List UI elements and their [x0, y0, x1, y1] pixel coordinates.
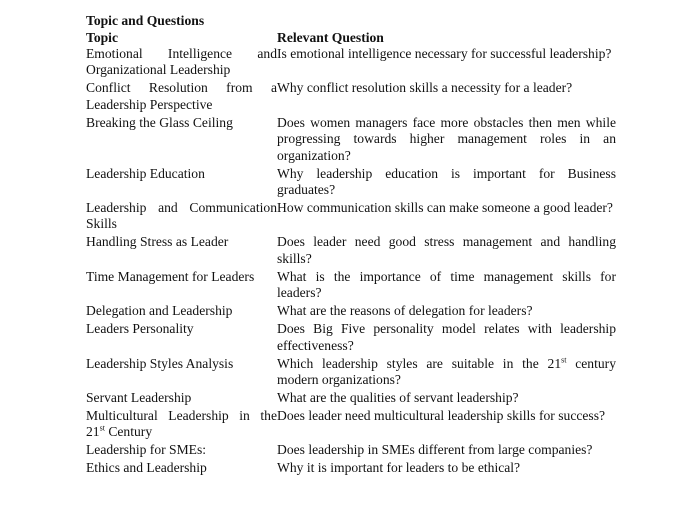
- question-cell: [277, 356, 616, 389]
- table-row: [86, 442, 616, 458]
- question-column-header: Relevant Question: [277, 30, 384, 45]
- topic-cell: Ethics and Leadership: [86, 460, 207, 476]
- topic-cell: Delegation and Leadership: [86, 303, 233, 319]
- question-cell: What are the reasons of delegation for leaders?: [277, 303, 533, 319]
- topic-cell: Time Management for Leaders: [86, 268, 255, 284]
- table-row: [86, 166, 616, 199]
- table-row: [86, 303, 616, 319]
- ordinal-superscript: st: [561, 355, 567, 365]
- topic-text: Multicultural Leadership in the 21: [86, 408, 277, 440]
- table-row: [86, 460, 616, 476]
- question-cell: Why leadership education is important for Business graduates?: [277, 165, 616, 198]
- topic-cell: Leadership Styles Analysis: [86, 355, 234, 371]
- question-cell: Why it is important for leaders to be ethical?: [277, 460, 521, 476]
- question-cell: Does leader need good stress management and handling skills?: [277, 234, 616, 266]
- table-row: [86, 408, 616, 441]
- question-cell: Is emotional intelligence necessary for successful leadership?: [277, 46, 612, 61]
- table-row: [86, 390, 616, 406]
- topic-cell: Leadership for SMEs:: [86, 442, 207, 458]
- topic-column-header: Topic: [86, 30, 118, 45]
- table-header: [86, 29, 616, 46]
- ordinal-superscript: st: [99, 423, 105, 433]
- table-row: [86, 115, 616, 164]
- table-row: [86, 80, 616, 113]
- question-cell: Does leadership in SMEs different from large companies?: [277, 442, 593, 458]
- topic-cell: Breaking the Glass Ceiling: [86, 114, 233, 130]
- topic-cell: Leadership Education: [86, 165, 205, 181]
- table-row: [86, 269, 616, 302]
- question-text: Which leadership styles are suitable in the 21: [277, 355, 562, 371]
- topic-cell: Leaders Personality: [86, 321, 194, 337]
- document-body: [86, 12, 616, 477]
- question-cell: Does Big Five personality model relates with leadership effectiveness?: [277, 321, 616, 353]
- question-cell: What is the importance of time management skills for leaders?: [277, 268, 616, 301]
- question-cell: What are the qualities of servant leadership?: [277, 390, 519, 406]
- topic-cell: Emotional Intelligence and Organizational Leadership: [86, 46, 277, 78]
- topic-cell: [86, 408, 277, 441]
- table-row: [86, 46, 616, 79]
- table-row: [86, 234, 616, 267]
- question-text: century modern organizations?: [277, 355, 617, 388]
- table-row: [86, 356, 616, 389]
- topic-cell: Conflict Resolution from a Leadership Perspective: [86, 80, 277, 112]
- topic-cell: Servant Leadership: [86, 390, 192, 406]
- table-row: [86, 200, 616, 233]
- topic-cell: Leadership and Communication Skills: [86, 200, 277, 232]
- document-title: Topic and Questions: [86, 13, 205, 28]
- table-row: [86, 321, 616, 354]
- topic-text: Century: [104, 424, 153, 440]
- question-cell: Does leader need multicultural leadership skills for success?: [277, 408, 606, 424]
- question-cell: Does women managers face more obstacles then men while progressing towards higher management roles in an organization?: [277, 114, 616, 163]
- question-cell: Why conflict resolution skills a necessity for a leader?: [277, 80, 573, 96]
- question-cell: How communication skills can make someone a good leader?: [277, 200, 613, 216]
- topic-cell: Handling Stress as Leader: [86, 234, 229, 250]
